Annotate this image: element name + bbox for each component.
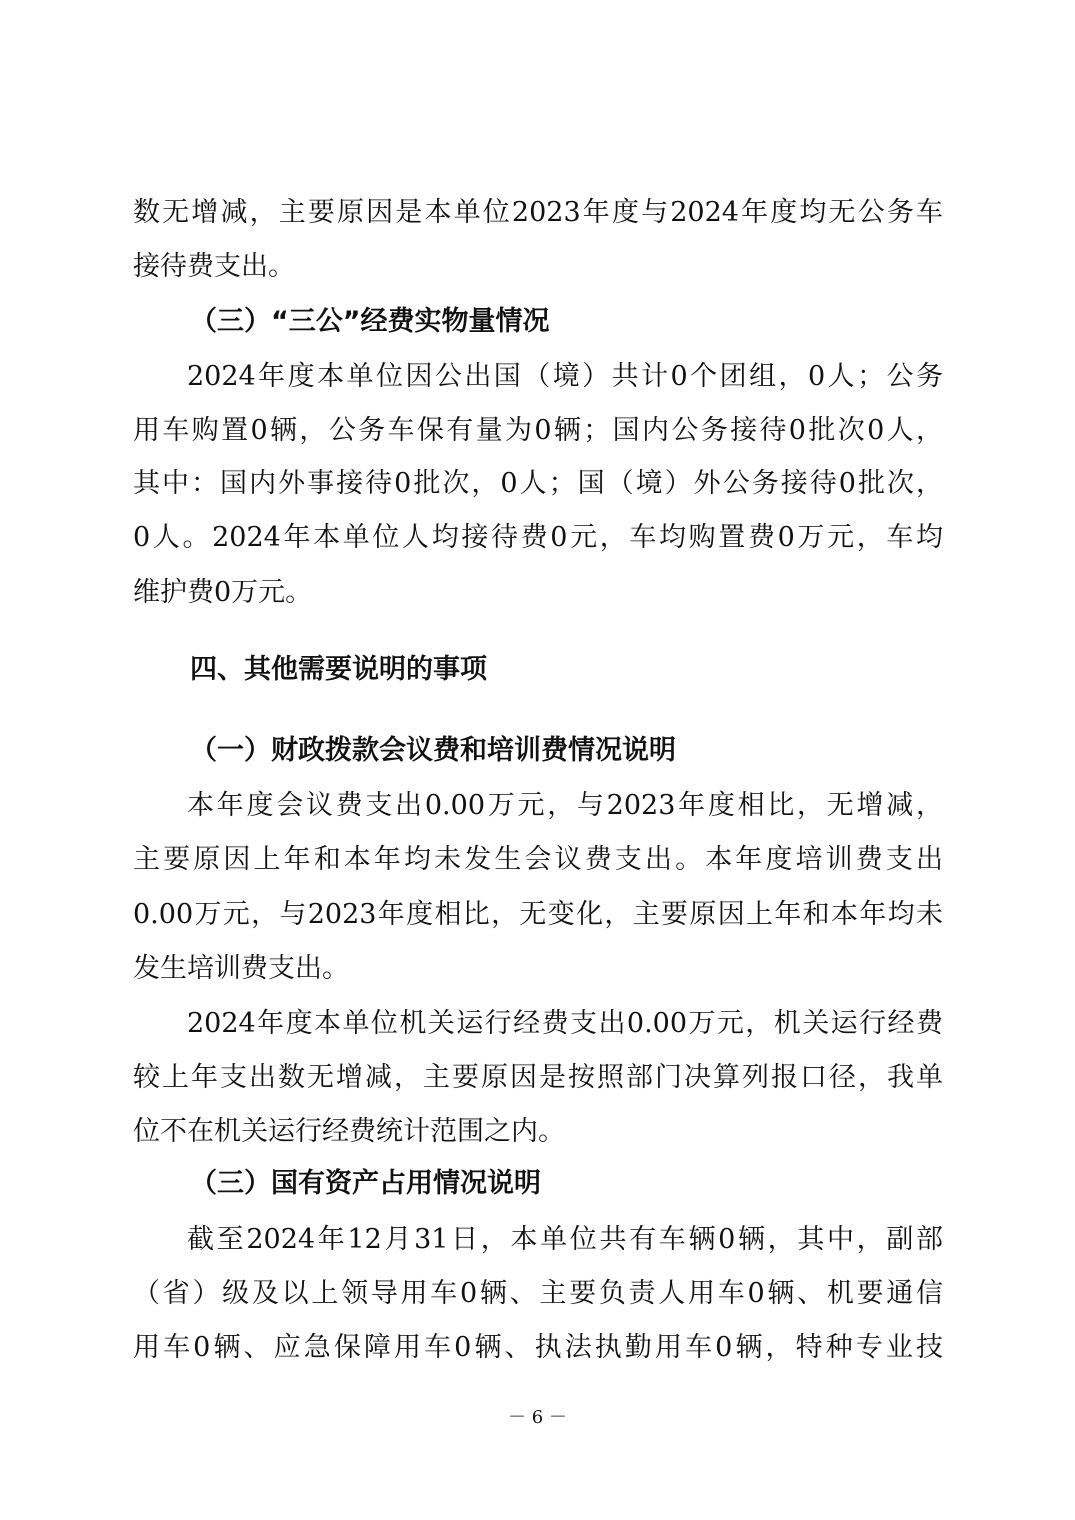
paragraph-line: 其中：国内外事接待0批次，0人；国（境）外公务接待0批次， xyxy=(133,468,943,499)
paragraph-line: 接待费支出。 xyxy=(133,251,295,282)
paragraph-line: 2024年度本单位机关运行经费支出0.00万元，机关运行经费 xyxy=(187,1008,943,1039)
subsection-heading: （一）财政拨款会议费和培训费情况说明 xyxy=(190,735,676,766)
paragraph-line: 0人。2024年本单位人均接待费0元，车均购置费0万元，车均 xyxy=(133,522,943,553)
subsection-heading: （三）国有资产占用情况说明 xyxy=(190,1168,541,1199)
paragraph-line: 用车购置0辆，公务车保有量为0辆；国内公务接待0批次0人， xyxy=(133,415,943,446)
page-number: － 6 － xyxy=(508,1407,567,1428)
section-heading: （三）“三公”经费实物量情况 xyxy=(190,306,550,337)
paragraph-line: 数无增减，主要原因是本单位2023年度与2024年度均无公务车 xyxy=(133,197,943,228)
paragraph-line: 本年度会议费支出0.00万元，与2023年度相比，无增减， xyxy=(187,790,943,821)
paragraph-line: 0.00万元，与2023年度相比，无变化，主要原因上年和本年均未 xyxy=(133,899,943,930)
paragraph-line: 截至2024年12月31日，本单位共有车辆0辆，其中，副部 xyxy=(187,1224,943,1255)
chapter-heading: 四、其他需要说明的事项 xyxy=(190,654,487,685)
paragraph-line: 发生培训费支出。 xyxy=(133,953,349,984)
paragraph-line: 用车0辆、应急保障用车0辆、执法执勤用车0辆，特种专业技 xyxy=(133,1332,943,1363)
paragraph-line: 2024年度本单位因公出国（境）共计0个团组，0人；公务 xyxy=(187,361,943,392)
paragraph-line: 位不在机关运行经费统计范围之内。 xyxy=(133,1116,565,1147)
paragraph-line: 维护费0万元。 xyxy=(133,577,313,608)
paragraph-line: 较上年支出数无增减，主要原因是按照部门决算列报口径，我单 xyxy=(133,1062,943,1093)
paragraph-line: 主要原因上年和本年均未发生会议费支出。本年度培训费支出 xyxy=(133,844,943,875)
paragraph-line: （省）级及以上领导用车0辆、主要负责人用车0辆、机要通信 xyxy=(133,1278,943,1309)
